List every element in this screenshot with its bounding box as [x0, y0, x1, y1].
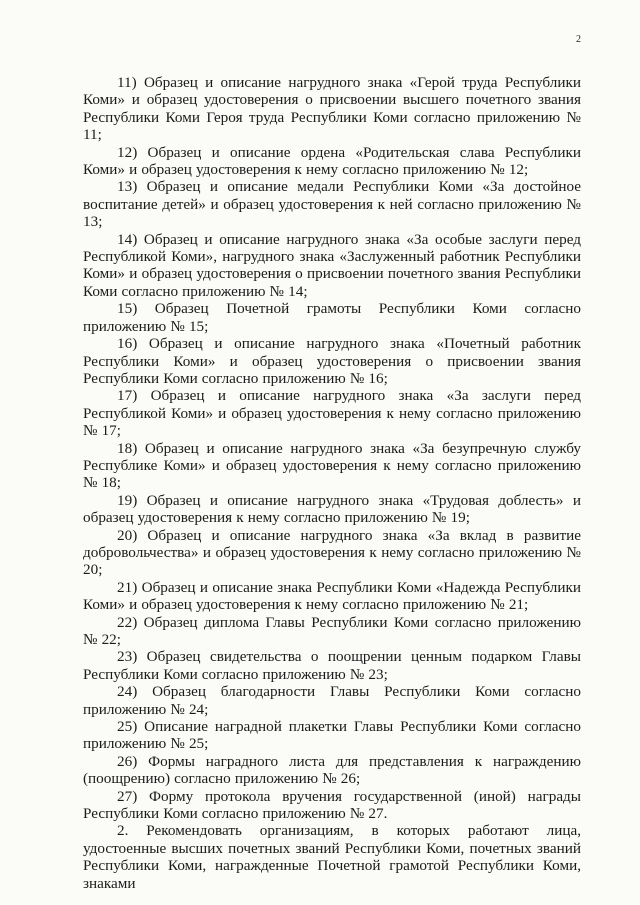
paragraph-item-16: 16) Образец и описание нагрудного знака «Почетный работник Республики Коми» и образец удостоверения о присвоении звания Республики Коми согласно приложению № 16; — [83, 335, 581, 387]
paragraph-item-15: 15) Образец Почетной грамоты Республики Коми согласно приложению № 15; — [83, 300, 581, 335]
paragraph-item-12: 12) Образец и описание ордена «Родительская слава Республики Коми» и образец удостоверения к нему согласно приложению № 12; — [83, 143, 581, 179]
paragraph-item-19: 19) Образец и описание нагрудного знака «Трудовая доблесть» и образец удостоверения к нему согласно приложению № 19; — [83, 491, 581, 527]
paragraph-item-17: 17) Образец и описание нагрудного знака «За заслуги перед Республикой Коми» и образец удостоверения к нему согласно приложению № 17; — [83, 387, 581, 440]
paragraph-item-11: 11) Образец и описание нагрудного знака «Герой труда Республики Коми» и образец удостоверения о присвоении высшего почетного звания Республики Коми Героя труда Республики Коми согласно приложению № 11; — [83, 74, 581, 144]
paragraph-item-20: 20) Образец и описание нагрудного знака «За вклад в развитие добровольчества» и образец удостоверения к нему согласно приложению № 20; — [83, 526, 581, 579]
paragraph-item-27: 27) Форму протокола вручения государственной (иной) награды Республики Коми согласно приложению № 27. — [83, 787, 581, 823]
paragraph-item-26: 26) Формы наградного листа для представления к награждению (поощрению) согласно приложению № 26; — [83, 752, 581, 788]
page-number: 2 — [576, 34, 581, 45]
paragraph-item-25: 25) Описание наградной плакетки Главы Республики Коми согласно приложению № 25; — [83, 718, 581, 753]
paragraph-item-22: 22) Образец диплома Главы Республики Коми согласно приложению № 22; — [83, 613, 581, 648]
paragraph-section-2: 2. Рекомендовать организациям, в которых работают лица, удостоенные высших почетных званий Республики Коми, почетных званий Республики Коми, награжденные Почетной грамотой Республики Коми, знаками — [83, 822, 581, 892]
paragraph-item-24: 24) Образец благодарности Главы Республики Коми согласно приложению № 24; — [83, 683, 581, 718]
document-body — [83, 74, 581, 892]
paragraph-item-14: 14) Образец и описание нагрудного знака «За особые заслуги перед Республикой Коми», нагрудного знака «Заслуженный работник Республики Коми» и образец удостоверения о присвоении почетного звания Республики Коми согласно приложению № 14; — [83, 230, 581, 300]
paragraph-item-21: 21) Образец и описание знака Республики Коми «Надежда Республики Коми» и образец удостоверения к нему согласно приложению № 21; — [83, 578, 581, 614]
paragraph-item-18: 18) Образец и описание нагрудного знака «За безупречную службу Республике Коми» и образец удостоверения к нему согласно приложению № 18; — [83, 439, 581, 492]
paragraph-item-13: 13) Образец и описание медали Республики Коми «За достойное воспитание детей» и образец удостоверения к ней согласно приложению № 13; — [83, 178, 581, 231]
paragraph-item-23: 23) Образец свидетельства о поощрении ценным подарком Главы Республики Коми согласно приложению № 23; — [83, 648, 581, 683]
